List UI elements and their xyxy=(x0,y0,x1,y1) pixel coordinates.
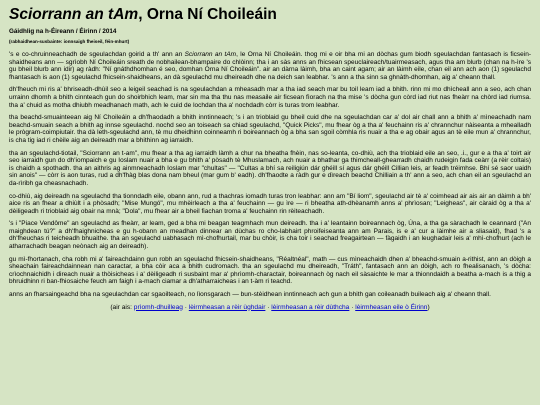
review-paragraph-6: 's i "Piace Vendôme" an sgeulachd as fheàrr, ar leam, ged a bha mi beagan teagmhach mun deireadh. tha i a' leantainn boireannach òg, Úna, a tha ga sàrachadh le ceannard ("An maighdean tú?" a dh'fhaighnicheas e gu h-obann an meadhan dinnear an dùchas ro cho-labhairt phroifeiseanta ann am Parais, is e a' cur a làimhe air a sliasaid), fhad 's a dh'fheuchas ri teicheadh bhuaithe. tha an sgeulachd uabhasach mì-chofhurtail, mar bu chòir, is cha toir i seachad freagairtean — fàgaidh i an leughadair leis a' mhì-chofhurt (ach le atharrachadh beagan neònach aig an deireadh). xyxy=(9,220,531,251)
book-title: Sciorrann an tAm xyxy=(9,6,139,23)
review-paragraph-4: tha an sgeulachd-tiotail, "Sciorrann an t-am", mu fhear a tha ag iarraidh làmh a chur na bheatha fhèin, nas so-leanta, co-dhiù, ach tha trioblaid eile an seo, .i., gur e a tha a' toirt air seo iarraidh gun do dh'iompaich e gu Ioslam nuair a bha e gu bhith a' pòsadh tè Mhuslamach, ach nuair a bhathar ga thimcheall-ghearradh chaidh rudeigin fada ceàrr (a rèir coltais) is chaidh a spothadh. tha an aithris ag ainmneachadh Ioslam mar "chultas" — "Cultas a bhí sa reiligiún dár ghéill sí agus dár ghéill Cillian leis, ar feadh tréimhse. Bhí sé saor uaidh sin anois" — còrr is aon turas, rud a dh'fhàg blas dona nam bheul (mar gum b' eadh). dh'fhaodte a ràdh gur e dìreach beachd Chilliain a th' ann a seo, ach chan eil an sgeulachd an da-rìribh ga cheasnachadh. xyxy=(9,149,531,187)
author-name: , Orna Ní Choileáin xyxy=(138,6,277,23)
nav-separator: · xyxy=(349,303,356,311)
language-country-year: Gáidhlig na h-Éireann / Éirinn / 2014 xyxy=(9,28,117,35)
review-paragraph-3: tha beachd-smuainteean aig Ní Choileáin a dh'fhaodadh a bhith inntinneach; 's i an trioblaid gu bheil cuid dhe na sgeulachdan car a' dol air chall ann a bhith a' mìneachadh nam beachd-smuain seach a bhith ag innse sgeulachd. nochd seo an toiseach sa chiad sgeulachd, "Quick Picks", mu fhear òg a tha a' feuchainn ris a' chrannchur nàiseanta a mhealladh le prògram-coimpiutair. tha dà leth-sgeulachd ann, tè mu dheidhinn coinneamh ri boireannach òg a bha san sgoil còmhla ris nuair a tha e ag obair agus an tè eile mun a' chrannchur, is cha tig iad ri chèile aig an deireadh mar a bhithinn ag iarraidh. xyxy=(9,114,531,144)
review-page xyxy=(9,6,531,312)
review-paragraph-5: co-dhiù, aig deireadh na sgeulachd tha tionndadh eile, obann ann, rud a thachras iomadh turas tron leabhar: ann am "Bí liom", sgeulachd air tè a' coimhead air ais air an dàimh a bh' aice ris an fhear a dhiùlt i a phòsadh; "Mise Mungó", mu mhèirleach a tha a' feuchainn — gu ìre — ri bheatha ath-dhèanamh anns a' phrìosan; "Leigheas", air càraid òg a tha a' dèiligeadh ri trioblaid aig obair na mnà; "Dola", mu fhear air a bheil fiachan troma a' feuchainn rin rèiteachadh. xyxy=(9,192,531,215)
back-nav-prefix: (air ais: xyxy=(110,303,134,311)
back-navigation xyxy=(9,304,531,312)
book-title-inline: Sciorrann an tAm xyxy=(184,51,237,58)
home-link[interactable]: prìomh-dhuilleag xyxy=(133,303,183,311)
review-paragraph-2: dh'fheuch mi ris a' bhriseadh-dhùil seo a leigeil seachad is na sgeulachdan a mheasadh mar a tha iad seach mar bu toil leam iad a bhith. rinn mi mo dhìcheall ann a seo, ach chan urrainn dhomh a bhith cinnteach gun do shoirbhich leam, mar sin ma tha thu nas measaile air ficsean fìorach na tha mise 's dòcha gun còrd iad riut nas fheàrr na chòrd iad riumsa. tha a' chuid as motha dhiubh meadhanach math, ach le cuid de lochdan tha a' nochdadh còrr is turas trom leabhar. xyxy=(9,86,531,109)
review-paragraph-8: anns an fharsaingeachd bha na sgeulachdan car sgaoilteach, no lìonsgarach — bun-stèidhean inntinneach ach gun a bhith gan coileanadh buileach aig a' cheann thall. xyxy=(9,291,491,299)
nav-separator: · xyxy=(265,303,272,311)
review-paragraph-1: 's e co-chruinneachadh de sgeulachdan goirid a th' ann an Sciorrann an tAm, le Orna Ní Choileáin. thog mi e oir bha mi an dòchas gum biodh sgeulachdan fantasach is ficsein-shaidheans ann — sgrìobh Ní Choileáin sreath de nobhailean-bhampaire do chlòinn; tha i an sàs anns an fhicsean speuclaireach/tuairmeasach, agus tha am blurb (chan na h-ìre 's gu bheil blurb ann idir) ag ràdh: "Ní gnáthdhomhan é seo, domhan Orna Ní Choileáin". air an dàrna làimh, bha an caint agam; air an làimh eile, chan eil ann ach aon (1) sgeulachd fhantasach is aon (1) sgeulachd fhicsein-shaidheans, an dà sgeulachd mu dheireadh dhe na deich san leabhar. 's ann a tha sinn sa ghnàth-dhomhan, aig a' cheann thall. xyxy=(9,51,532,81)
page-title xyxy=(9,6,531,23)
review-paragraph-7: gu mì-fhortanach, cha robh mi a' faireachdainn gun robh an sgeulachd fhicsein-shaidheans, "Réaltnéal", math — cus mìneachaidh dhen a' bheachd-smuain a-rithist, ann an dòigh a sheachain faireachdainnean nan caractar, a bha còir aca a bhith cudromach. tha an sgeulachd mu dheireadh, "Tráth", fantasach ann an dòigh, ach ro fhealisanach, 's dòcha: crìochnaichidh i direach nuair a thòisicheas i a' dèiligeadh ri susbaint mar a' phrìomh-charactair, boireannach òg nach eil sàsaichte le mar a thionndaidh a beatha a-mach is a thig a bhruidhinn ri ban-fhiosaiche feuch am faigh i a-mach ciamar a dh'atharraicheas i an t-àm ri teachd. xyxy=(9,255,531,286)
reviews-by-country-link[interactable]: lèirmheasan a rèir dùthcha xyxy=(271,303,350,311)
nav-separator: · xyxy=(182,303,189,311)
content-warnings: (rabhaidhean-susbainte: ionnsaigh fheiseil, féin-mhurt) xyxy=(9,39,130,44)
back-nav-suffix: ) xyxy=(427,303,430,311)
other-irish-reviews-link[interactable]: lèirmheasan eile ò Éirinn xyxy=(355,303,428,311)
reviews-by-author-link[interactable]: lèirmheasan a rèir ùghdair xyxy=(188,303,266,311)
